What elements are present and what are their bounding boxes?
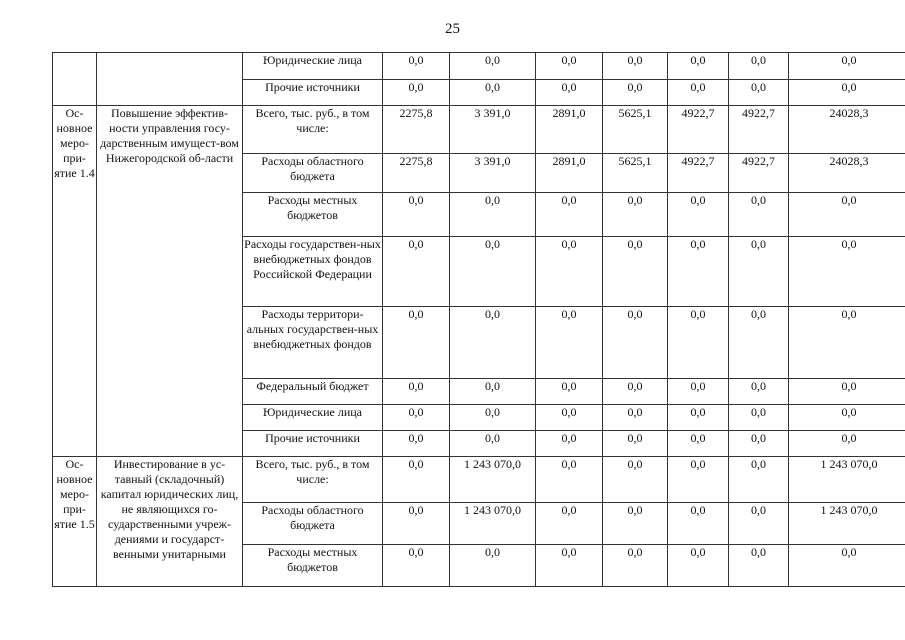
event-label — [53, 53, 97, 106]
year-value: 0,0 — [729, 80, 789, 106]
event-name — [97, 53, 243, 106]
year-value: 0,0 — [450, 237, 536, 307]
year-value: 3 391,0 — [450, 106, 536, 154]
year-value: 0,0 — [383, 503, 450, 545]
year-value: 3 391,0 — [450, 154, 536, 193]
funding-source: Прочие источники — [243, 431, 383, 457]
year-value: 0,0 — [383, 193, 450, 237]
year-value: 0,0 — [668, 379, 729, 405]
page-number: 25 — [445, 21, 460, 37]
year-value: 0,0 — [536, 431, 603, 457]
event-label: Ос-новное меро-при-ятие 1.5 — [53, 457, 97, 587]
total-value: 0,0 — [789, 193, 905, 237]
year-value: 0,0 — [603, 193, 668, 237]
year-value: 0,0 — [603, 53, 668, 80]
total-value: 0,0 — [789, 379, 905, 405]
year-value: 0,0 — [450, 80, 536, 106]
funding-source: Расходы местных бюджетов — [243, 193, 383, 237]
year-value: 1 243 070,0 — [450, 503, 536, 545]
year-value: 0,0 — [450, 545, 536, 587]
year-value: 0,0 — [603, 405, 668, 431]
event-name: Инвестирование в ус-тавный (складочный) капитал юридических лиц, не являющихся го-сударственными учреж-дениями и государст-венными унитарными — [97, 457, 243, 587]
year-value: 0,0 — [536, 307, 603, 379]
year-value: 0,0 — [383, 379, 450, 405]
year-value: 4922,7 — [668, 154, 729, 193]
year-value: 0,0 — [450, 379, 536, 405]
year-value: 0,0 — [603, 80, 668, 106]
year-value: 0,0 — [668, 431, 729, 457]
total-value: 0,0 — [789, 237, 905, 307]
total-value: 24028,3 — [789, 106, 905, 154]
year-value: 0,0 — [603, 457, 668, 503]
total-value: 0,0 — [789, 307, 905, 379]
total-value: 24028,3 — [789, 154, 905, 193]
funding-source: Расходы областного бюджета — [243, 154, 383, 193]
year-value: 0,0 — [536, 193, 603, 237]
total-value: 0,0 — [789, 80, 905, 106]
year-value: 0,0 — [729, 237, 789, 307]
table-row — [53, 457, 905, 503]
year-value: 0,0 — [383, 237, 450, 307]
year-value: 0,0 — [383, 53, 450, 80]
year-value: 0,0 — [450, 307, 536, 379]
total-value: 1 243 070,0 — [789, 457, 905, 503]
year-value: 0,0 — [668, 307, 729, 379]
year-value: 0,0 — [450, 193, 536, 237]
total-value: 0,0 — [789, 545, 905, 587]
year-value: 0,0 — [729, 405, 789, 431]
year-value: 0,0 — [603, 503, 668, 545]
year-value: 0,0 — [729, 545, 789, 587]
event-name: Повышение эффектив-ности управления госу-дарственным имущест-вом Нижегородской об-ласти — [97, 106, 243, 457]
year-value: 0,0 — [383, 457, 450, 503]
funding-source: Всего, тыс. руб., в том числе: — [243, 106, 383, 154]
total-value: 0,0 — [789, 405, 905, 431]
funding-source: Расходы областного бюджета — [243, 503, 383, 545]
year-value: 1 243 070,0 — [450, 457, 536, 503]
year-value: 0,0 — [668, 457, 729, 503]
funding-table — [52, 52, 905, 587]
total-value: 0,0 — [789, 431, 905, 457]
year-value: 0,0 — [729, 457, 789, 503]
funding-source: Расходы государствен-ных внебюджетных фондов Российской Федерации — [243, 237, 383, 307]
year-value: 0,0 — [668, 237, 729, 307]
funding-source: Юридические лица — [243, 405, 383, 431]
funding-source: Расходы территори-альных государствен-ных внебюджетных фондов — [243, 307, 383, 379]
year-value: 0,0 — [668, 405, 729, 431]
year-value: 0,0 — [729, 431, 789, 457]
year-value: 4922,7 — [729, 106, 789, 154]
year-value: 5625,1 — [603, 106, 668, 154]
year-value: 0,0 — [668, 80, 729, 106]
total-value: 0,0 — [789, 53, 905, 80]
event-label: Ос-новное меро-при-ятие 1.4 — [53, 106, 97, 457]
year-value: 0,0 — [536, 80, 603, 106]
funding-source: Прочие источники — [243, 80, 383, 106]
table-row — [53, 106, 905, 154]
year-value: 5625,1 — [603, 154, 668, 193]
year-value: 0,0 — [668, 503, 729, 545]
year-value: 0,0 — [450, 431, 536, 457]
year-value: 0,0 — [603, 379, 668, 405]
year-value: 0,0 — [668, 193, 729, 237]
year-value: 0,0 — [668, 545, 729, 587]
year-value: 0,0 — [536, 379, 603, 405]
year-value: 2275,8 — [383, 154, 450, 193]
year-value: 0,0 — [536, 457, 603, 503]
year-value: 0,0 — [536, 545, 603, 587]
year-value: 0,0 — [450, 405, 536, 431]
year-value: 0,0 — [668, 53, 729, 80]
year-value: 4922,7 — [668, 106, 729, 154]
year-value: 2891,0 — [536, 154, 603, 193]
year-value: 0,0 — [536, 53, 603, 80]
year-value: 0,0 — [536, 503, 603, 545]
year-value: 0,0 — [536, 237, 603, 307]
year-value: 0,0 — [729, 307, 789, 379]
year-value: 0,0 — [729, 193, 789, 237]
year-value: 0,0 — [603, 545, 668, 587]
year-value: 0,0 — [729, 503, 789, 545]
year-value: 0,0 — [383, 80, 450, 106]
year-value: 0,0 — [383, 307, 450, 379]
year-value: 0,0 — [729, 53, 789, 80]
funding-source: Юридические лица — [243, 53, 383, 80]
year-value: 0,0 — [450, 53, 536, 80]
year-value: 4922,7 — [729, 154, 789, 193]
year-value: 0,0 — [729, 379, 789, 405]
funding-source: Всего, тыс. руб., в том числе: — [243, 457, 383, 503]
table-row — [53, 53, 905, 80]
year-value: 2275,8 — [383, 106, 450, 154]
year-value: 0,0 — [603, 237, 668, 307]
year-value: 0,0 — [383, 545, 450, 587]
total-value: 1 243 070,0 — [789, 503, 905, 545]
funding-source: Федеральный бюджет — [243, 379, 383, 405]
funding-source: Расходы местных бюджетов — [243, 545, 383, 587]
year-value: 0,0 — [603, 431, 668, 457]
year-value: 0,0 — [383, 431, 450, 457]
year-value: 0,0 — [536, 405, 603, 431]
year-value: 0,0 — [603, 307, 668, 379]
year-value: 2891,0 — [536, 106, 603, 154]
year-value: 0,0 — [383, 405, 450, 431]
